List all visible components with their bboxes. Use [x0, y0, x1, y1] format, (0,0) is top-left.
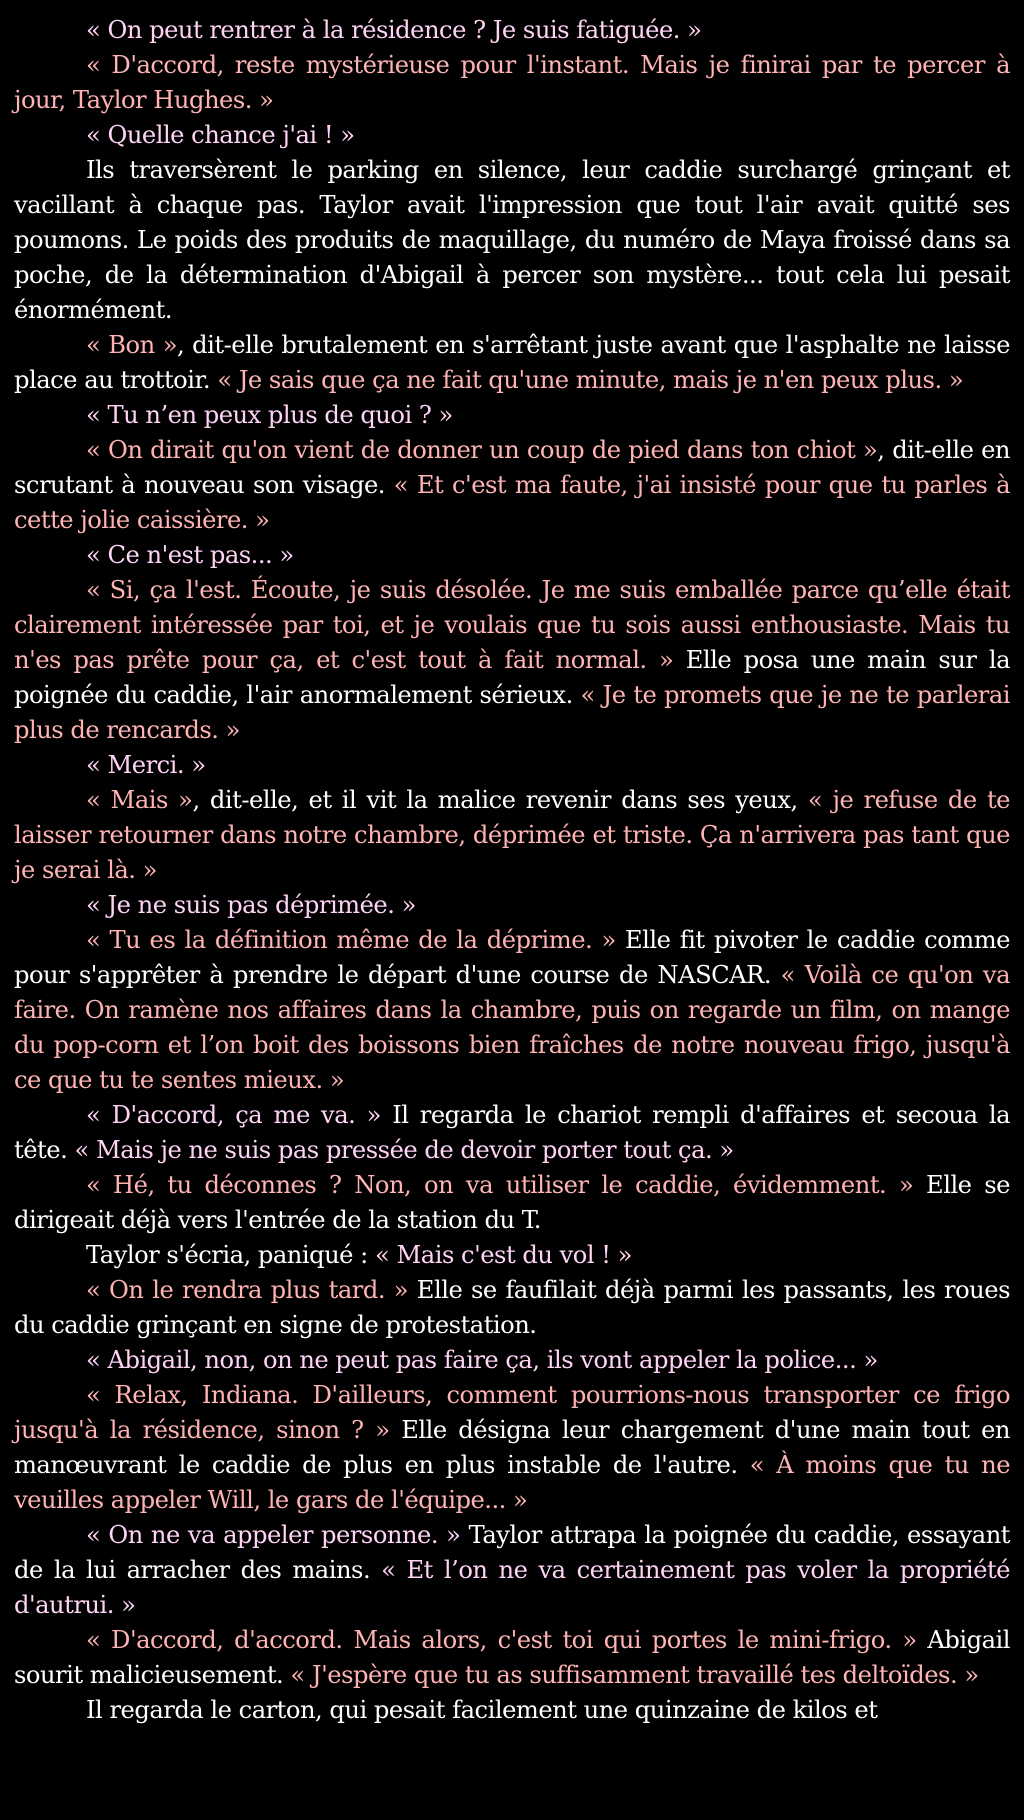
- narration-segment: , dit-elle en scrutant à nouveau son visage.: [14, 436, 1010, 499]
- paragraph: [14, 538, 1010, 573]
- dialogue-abigail-segment: « Et c'est ma faute, j'ai insisté pour que tu parles à cette jolie caissière. »: [14, 471, 1011, 534]
- paragraph: [14, 748, 1010, 783]
- narration-segment: Elle fit pivoter le caddie comme pour s'apprêter à prendre le départ d'une course de NASCAR.: [14, 926, 1010, 989]
- narration-segment: Taylor s'écria, paniqué :: [86, 1241, 376, 1269]
- paragraph: [14, 1518, 1010, 1623]
- dialogue-taylor-segment: « Je ne suis pas déprimée. »: [86, 891, 416, 919]
- paragraph: [14, 1168, 1010, 1238]
- narration-segment: Taylor attrapa la poignée du caddie, essayant de la lui arracher des mains.: [14, 1521, 1010, 1584]
- dialogue-taylor-segment: « On peut rentrer à la résidence ? Je suis fatiguée. »: [86, 16, 702, 44]
- paragraph: [14, 888, 1010, 923]
- dialogue-abigail-segment: « Si, ça l'est. Écoute, je suis désolée. Je me suis emballée parce qu’elle était clairement intéressée par toi, et je voulais que tu sois aussi enthousiaste. Mais tu n'es pas prête pour ça, et c'est tout à fait normal. »: [14, 576, 1010, 674]
- paragraph: [14, 923, 1010, 1098]
- dialogue-taylor-segment: « Ce n'est pas... »: [86, 541, 294, 569]
- narration-segment: , dit-elle brutalement en s'arrêtant juste avant que l'asphalte ne laisse place au trottoir.: [14, 331, 1010, 394]
- paragraph: [14, 1378, 1010, 1518]
- paragraph: [14, 433, 1010, 538]
- dialogue-abigail-segment: « je refuse de te laisser retourner dans notre chambre, déprimée et triste. Ça n'arrivera pas tant que je serai là. »: [14, 786, 1010, 884]
- paragraph: [14, 1273, 1010, 1343]
- dialogue-taylor-segment: « On ne va appeler personne. »: [86, 1521, 461, 1549]
- narration-segment: Ils traversèrent le parking en silence, leur caddie surchargé grinçant et vacillant à chaque pas. Taylor avait l'impression que tout l'air avait quitté ses poumons. Le poids des produits de maquillage, du numéro de Maya froissé dans sa poche, de la détermination d'Abigail à percer son mystère... tout cela lui pesait énormément.: [14, 156, 1010, 324]
- narration-segment: Il regarda le carton, qui pesait facilement une quinzaine de kilos et: [86, 1696, 878, 1724]
- paragraph: [14, 1343, 1010, 1378]
- narration-segment: Elle se faufilait déjà parmi les passants, les roues du caddie grinçant en signe de protestation.: [14, 1276, 1010, 1339]
- paragraph: [14, 1693, 1010, 1728]
- dialogue-abigail-segment: « Bon »: [86, 331, 177, 359]
- paragraph: [14, 48, 1010, 118]
- dialogue-taylor-segment: « Abigail, non, on ne peut pas faire ça, ils vont appeler la police... »: [86, 1346, 878, 1374]
- paragraph: [14, 398, 1010, 433]
- dialogue-abigail-segment: « Je te promets que je ne te parlerai plus de rencards. »: [14, 681, 1010, 744]
- dialogue-abigail-segment: « D'accord, d'accord. Mais alors, c'est toi qui portes le mini-frigo. »: [86, 1626, 917, 1654]
- dialogue-taylor-segment: « Quelle chance j'ai ! »: [86, 121, 355, 149]
- dialogue-abigail-segment: « À moins que tu ne veuilles appeler Will, le gars de l'équipe... »: [14, 1451, 1011, 1514]
- paragraph: [14, 153, 1010, 328]
- dialogue-taylor-segment: « Et l’on ne va certainement pas voler la propriété d'autrui. »: [14, 1556, 1010, 1619]
- narration-segment: Abigail sourit malicieusement.: [14, 1626, 1010, 1689]
- paragraph: [14, 783, 1010, 888]
- dialogue-abigail-segment: « J'espère que tu as suffisamment travaillé tes deltoïdes. »: [290, 1661, 979, 1689]
- dialogue-abigail-segment: « Je sais que ça ne fait qu'une minute, mais je n'en peux plus. »: [217, 366, 964, 394]
- dialogue-abigail-segment: « On dirait qu'on vient de donner un coup de pied dans ton chiot »: [86, 436, 878, 464]
- paragraph: [14, 1098, 1010, 1168]
- dialogue-abigail-segment: « D'accord, reste mystérieuse pour l'instant. Mais je finirai par te percer à jour, Taylor Hughes. »: [14, 51, 1010, 114]
- dialogue-taylor-segment: « Mais je ne suis pas pressée de devoir porter tout ça. »: [74, 1136, 734, 1164]
- dialogue-taylor-segment: « Merci. »: [86, 751, 206, 779]
- narration-segment: Elle désigna leur chargement d'une main tout en manœuvrant le caddie de plus en plus instable de l'autre.: [14, 1416, 1010, 1479]
- paragraph: [14, 1238, 1010, 1273]
- narration-segment: Elle posa une main sur la poignée du caddie, l'air anormalement sérieux.: [14, 646, 1010, 709]
- narration-segment: Elle se dirigeait déjà vers l'entrée de la station du T.: [14, 1171, 1010, 1234]
- paragraph: [14, 328, 1010, 398]
- narration-segment: Il regarda le chariot rempli d'affaires et secoua la tête.: [14, 1101, 1010, 1164]
- dialogue-taylor-segment: « Mais c'est du vol ! »: [375, 1241, 632, 1269]
- dialogue-abigail-segment: « On le rendra plus tard. »: [86, 1276, 409, 1304]
- dialogue-abigail-segment: « Hé, tu déconnes ? Non, on va utiliser le caddie, évidemment. »: [86, 1171, 914, 1199]
- dialogue-abigail-segment: « Relax, Indiana. D'ailleurs, comment pourrions-nous transporter ce frigo jusqu'à la résidence, sinon ? »: [14, 1381, 1010, 1444]
- dialogue-abigail-segment: « Tu es la définition même de la déprime. »: [86, 926, 616, 954]
- dialogue-abigail-segment: « Mais »: [86, 786, 193, 814]
- paragraph: [14, 118, 1010, 153]
- narration-segment: , dit-elle, et il vit la malice revenir dans ses yeux,: [192, 786, 808, 814]
- dialogue-taylor-segment: « Tu n’en peux plus de quoi ? »: [86, 401, 453, 429]
- paragraph: [14, 13, 1010, 48]
- dialogue-abigail-segment: « Voilà ce qu'on va faire. On ramène nos affaires dans la chambre, puis on regarde un film, on mange du pop-corn et l’on boit des boissons bien fraîches de notre nouveau frigo, jusqu'à ce que tu te sentes mieux. »: [14, 961, 1010, 1094]
- paragraph: [14, 1623, 1010, 1693]
- dialogue-taylor-segment: « D'accord, ça me va. »: [86, 1101, 381, 1129]
- paragraph: [14, 573, 1010, 748]
